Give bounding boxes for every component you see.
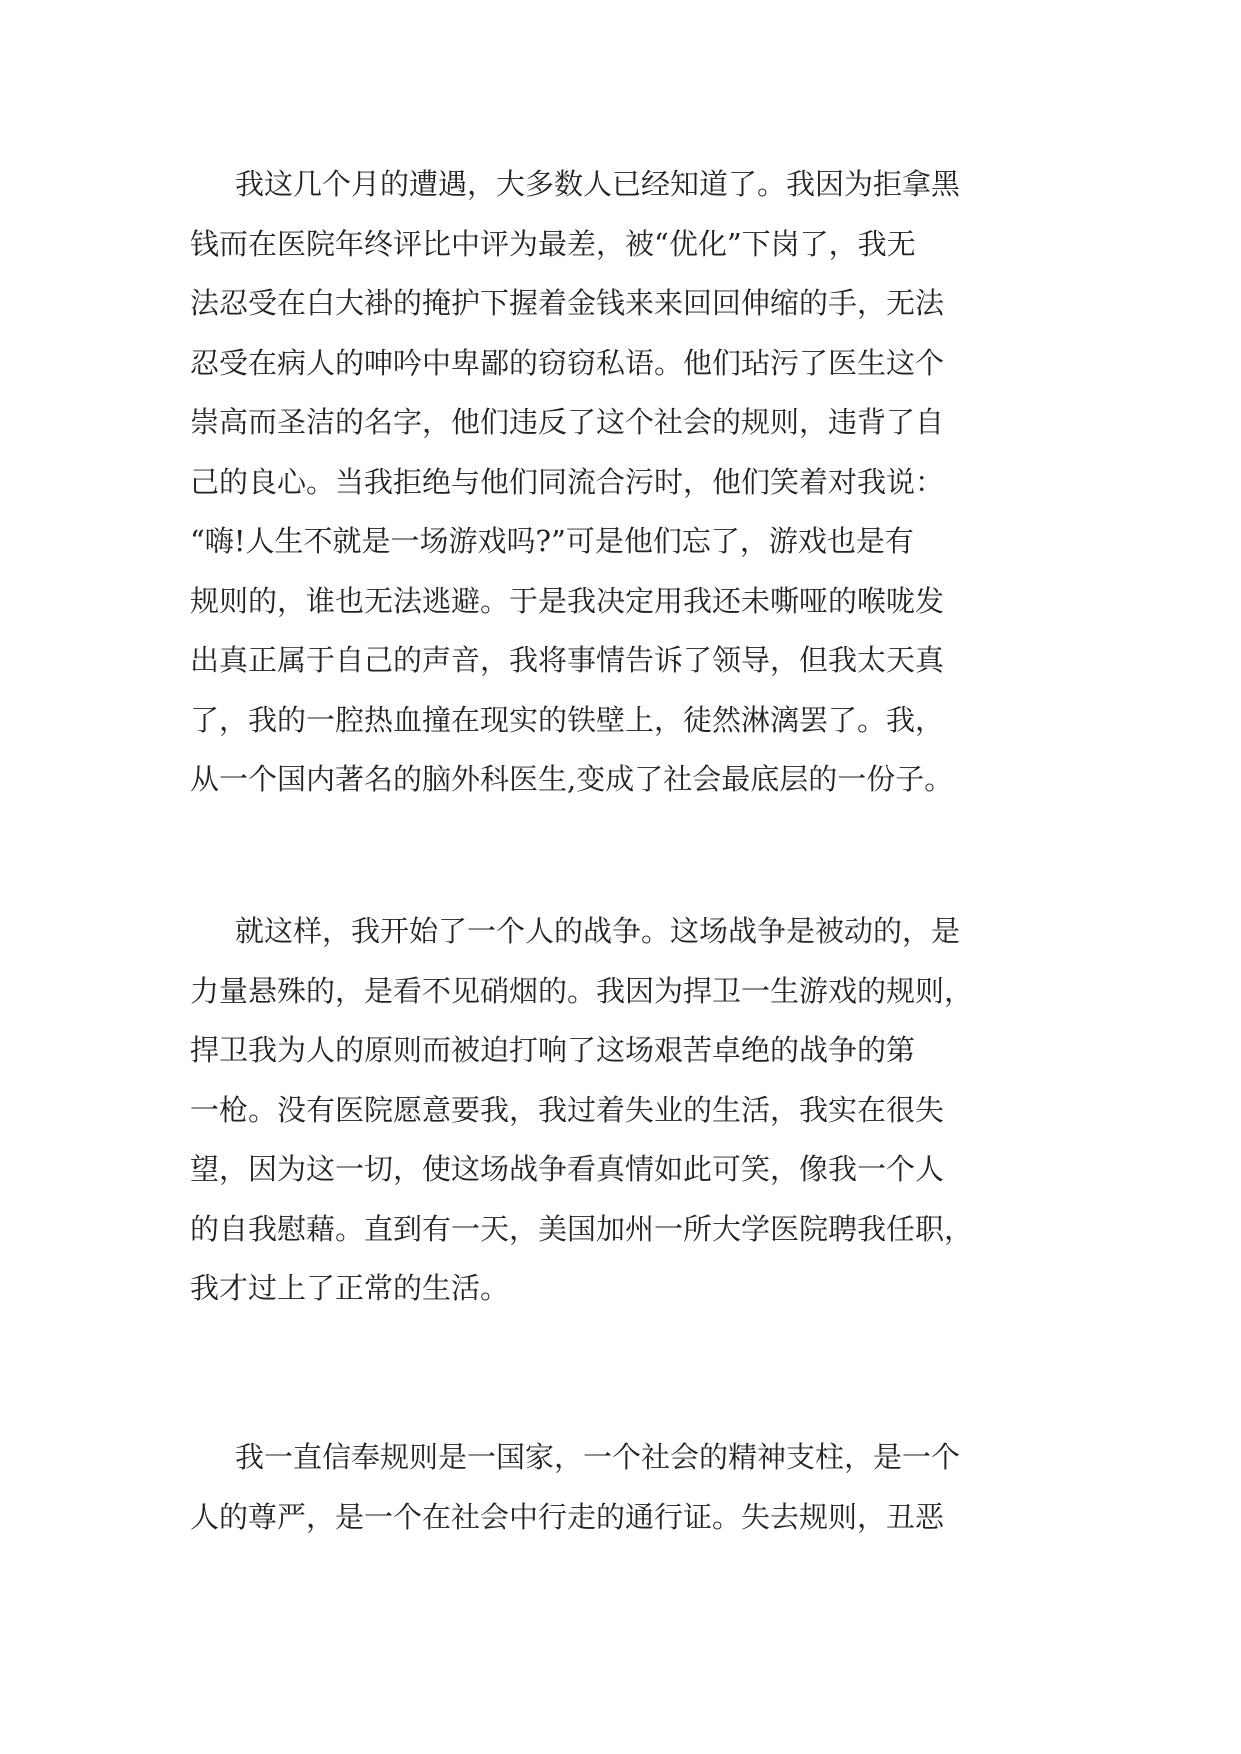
text-line: 捍卫我为人的原则而被迫打响了这场艰苦卓绝的战争的第 [190, 1033, 916, 1067]
text-line: 望，因为这一切，使这场战争看真情如此可笑，像我一个人 [190, 1152, 945, 1186]
text-line: 就这样，我开始了一个人的战争。这场战争是被动的，是 [235, 914, 961, 948]
text-line: 出真正属于自己的声音，我将事情告诉了领导，但我太天真 [190, 643, 945, 677]
text-line: 了，我的一腔热血撞在现实的铁壁上，徒然淋漓罢了。我， [190, 702, 945, 737]
text-line: 人的尊严，是一个在社会中行走的通行证。失去规则，丑恶 [190, 1499, 945, 1534]
text-line: 我这几个月的遭遇，大多数人已经知道了。我因为拒拿黑 [235, 167, 961, 201]
paragraph-1 [190, 155, 1070, 810]
paragraph-2 [190, 902, 1070, 1319]
text-line: 的自我慰藉。直到有一天，美国加州一所大学医院聘我任职， [190, 1211, 974, 1246]
text-line: 力量悬殊的，是看不见硝烟的。我因为捍卫一生游戏的规则， [190, 973, 974, 1008]
paragraph-3 [190, 1428, 1070, 1547]
text-line: 忍受在病人的呻吟中卑鄙的窃窃私语。他们玷污了医生这个 [190, 345, 945, 380]
text-line: 我才过上了正常的生活。 [190, 1271, 510, 1305]
text-line: 己的良心。当我拒绝与他们同流合污时，他们笑着对我说： [190, 464, 945, 499]
text-line: 一枪。没有医院愿意要我，我过着失业的生活，我实在很失 [190, 1092, 945, 1127]
text-line: 我一直信奉规则是一国家，一个社会的精神支柱，是一个 [235, 1440, 961, 1474]
text-line: 法忍受在白大褂的掩护下握着金钱来来回回伸缩的手，无法 [190, 286, 945, 320]
text-line: 规则的，谁也无法逃避。于是我决定用我还未嘶哑的喉咙发 [190, 583, 945, 618]
text-line: 钱而在医院年终评比中评为最差，被“优化”下岗了，我无 [190, 226, 916, 261]
text-line: “嗨!人生不就是一场游戏吗?”可是他们忘了，游戏也是有 [190, 524, 914, 558]
text-line: 崇高而圣洁的名字，他们违反了这个社会的规则，违背了自 [190, 405, 945, 439]
text-line: 从一个国内著名的脑外科医生,变成了社会最底层的一份子。 [190, 762, 954, 796]
